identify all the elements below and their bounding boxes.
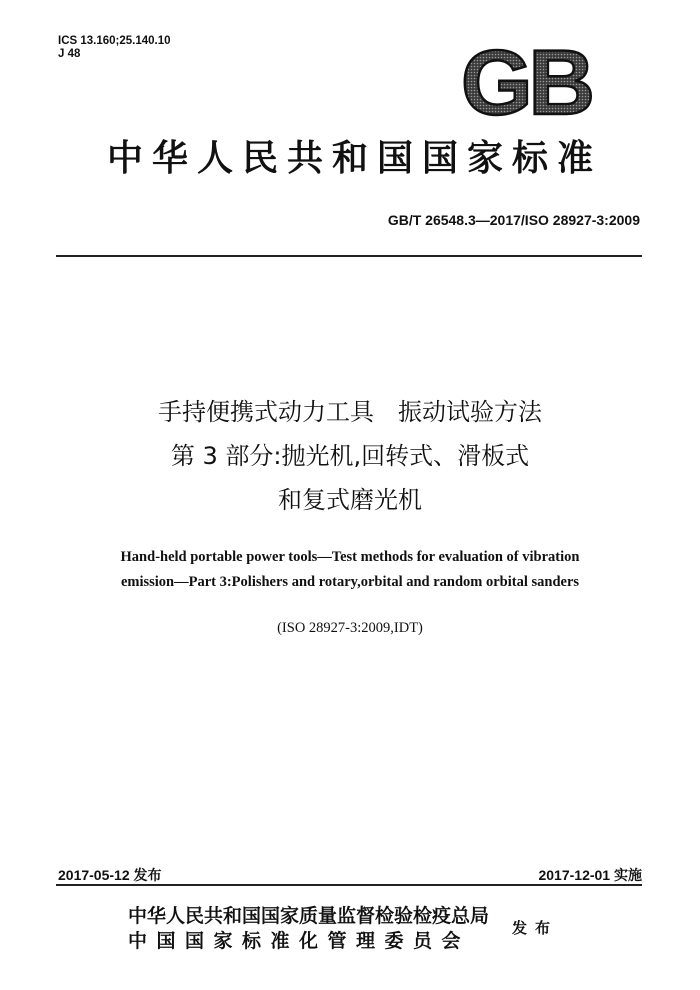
ics-code: ICS 13.160;25.140.10 xyxy=(58,35,171,47)
english-title xyxy=(0,545,700,595)
issuer-line-2: 中国国家标准化管理委员会 xyxy=(128,930,471,952)
standard-number: GB/T 26548.3—2017/ISO 28927-3:2009 xyxy=(387,212,640,228)
issuing-authorities xyxy=(128,904,489,954)
issuer-line-1: 中华人民共和国国家质量监督检验检疫总局 xyxy=(128,905,490,927)
chinese-title-line-2: 第 3 部分:抛光机,回转式、滑板式 xyxy=(170,442,530,470)
chinese-title-line-1: 手持便携式动力工具 振动试验方法 xyxy=(158,398,542,426)
bottom-divider xyxy=(56,884,642,886)
gb-logo xyxy=(452,44,600,120)
implementation-date: 2017-12-01 实施 xyxy=(538,867,642,883)
issue-date: 2017-05-12 发布 xyxy=(58,867,162,883)
publish-label: 发布 xyxy=(512,919,559,937)
english-title-line-2: emission—Part 3:Polishers and rotary,orbital and random orbital sanders xyxy=(120,574,580,590)
iso-reference: (ISO 28927-3:2009,IDT) xyxy=(277,620,423,636)
national-standard-heading: 中华人民共和国国家标准 xyxy=(106,137,602,179)
chinese-title-line-3: 和复式磨光机 xyxy=(278,486,422,514)
top-divider xyxy=(56,255,642,257)
chinese-title xyxy=(0,390,700,522)
ccs-code: J 48 xyxy=(58,48,81,60)
classification-codes xyxy=(58,35,171,61)
gb-logo-text: GB xyxy=(461,44,591,120)
english-title-line-1: Hand-held portable power tools—Test methods for evaluation of vibration xyxy=(120,549,580,565)
